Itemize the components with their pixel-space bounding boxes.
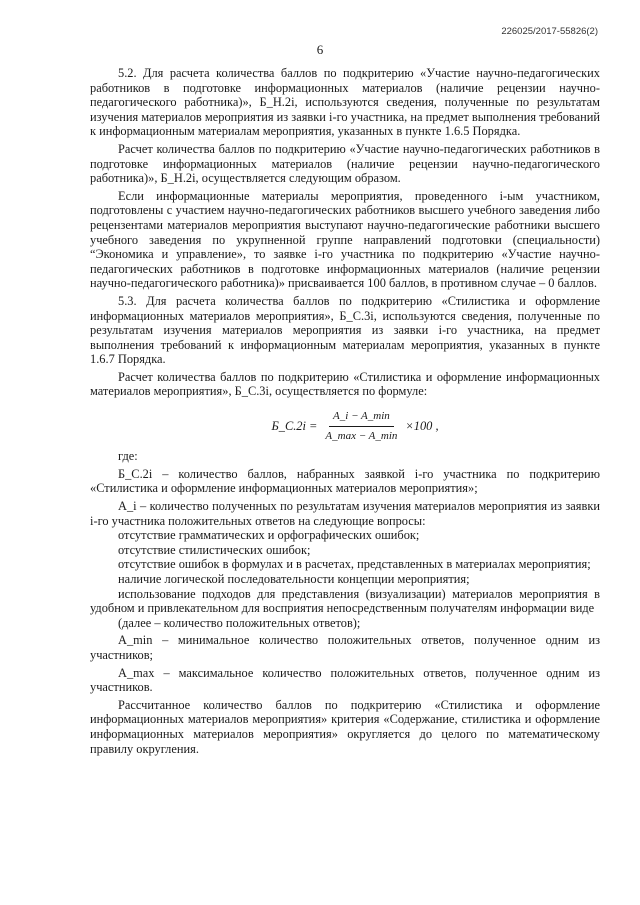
- where-label: где:: [118, 449, 138, 464]
- formula-rhs: ×100 ,: [405, 418, 439, 433]
- document-id: 226025/2017-55826(2): [501, 26, 598, 37]
- definition-amin: A_min – минимальное количество положительных ответов, полученное одним из участников;: [90, 633, 600, 662]
- page-body: [90, 66, 600, 756]
- page-number: 6: [316, 42, 324, 57]
- definition-score: Б_С.2i – количество баллов, набранных заявкой i-го участника по подкритерию «Стилистика и оформление информационных материалов мероприятия»;: [90, 466, 600, 496]
- paragraph-calc-intro: Расчет количества баллов по подкритерию «Участие научно-педагогических работников в подготовке информационных материалов (наличие рецензии научно-педагогического работника)», Б_Н.2i, осуществляется следующим образом.: [90, 141, 600, 186]
- paragraph-formula-intro: Расчет количества баллов по подкритерию «Стилистика и оформление информационных материалов мероприятия», Б_С.3i, осуществляется по формуле:: [90, 369, 600, 399]
- paragraph-5-3: 5.3. Для расчета количества баллов по подкритерию «Стилистика и оформление информационных материалов мероприятия», Б_С.3i, используются сведения, полученные по результатам изучения материалов мероприятия из заявки i-го участника, на предмет выполнения требований к информационным материалам мероприятия, указанных в пункте 1.6.7 Порядка.: [90, 293, 600, 367]
- paragraph-rounding: Рассчитанное количество баллов по подкритерию «Стилистика и оформление информационных материалов мероприятия» критерия «Содержание, стилистика и оформление информационных материалов мероприятия» округляется до целого по математическому правилу округления.: [90, 697, 600, 756]
- paragraph-5-2: 5.2. Для расчета количества баллов по подкритерию «Участие научно-педагогических работников в подготовке информационных материалов (наличие рецензии научно-педагогического работника)», Б_Н.2i, используются сведения, полученные по результатам изучения материалов мероприятия из заявки i-го участника, на предмет выполнения требований к информационным материалам мероприятия, указанных в пункте 1.6.5 Порядка.: [90, 66, 600, 139]
- paragraph-condition: Если информационные материалы мероприятия, проведенного i-ым участником, подготовлены с участием научно-педагогических работников высшего учебного заведения либо рецензентами материалов мероприятия выступают научно-педагогические работники высшего учебного заведения по укрупненной группе направлений подготовки (специальности) “Экономика и управление», то заявке i-го участника по подкритерию «Участие научно-педагогических работников в подготовке информационных материалов (наличие рецензии научно-педагогического работника)» присваивается 100 баллов, в противном случае – 0 баллов.: [90, 188, 600, 291]
- question-item: использование подходов для представления (визуализации) материалов мероприятия в удобном и привлекательном для восприятия непосредственным получателям информации виде: [90, 586, 600, 616]
- score-formula: [110, 409, 600, 443]
- formula-denominator: A_max − A_min: [325, 429, 398, 442]
- question-item: отсутствие ошибок в формулах и в расчетах, представленных в материалах мероприятия;: [118, 557, 591, 572]
- question-item: наличие логической последовательности концепции мероприятия;: [118, 572, 470, 586]
- formula-fraction: [321, 409, 401, 443]
- definition-ai: A_i – количество полученных по результатам изучения материалов мероприятия из заявки i-го участника положительных ответов на следующие вопросы:: [90, 499, 600, 528]
- question-item: отсутствие стилистических ошибок;: [118, 542, 311, 557]
- question-note: (далее – количество положительных ответов);: [118, 615, 361, 630]
- formula-numerator: A_i − A_min: [329, 409, 394, 427]
- definition-amax: A_max – максимальное количество положительных ответов, полученное одним из участников.: [90, 665, 600, 695]
- formula-lhs: Б_С.2i =: [271, 418, 318, 433]
- question-item: отсутствие грамматических и орфографических ошибок;: [118, 528, 420, 543]
